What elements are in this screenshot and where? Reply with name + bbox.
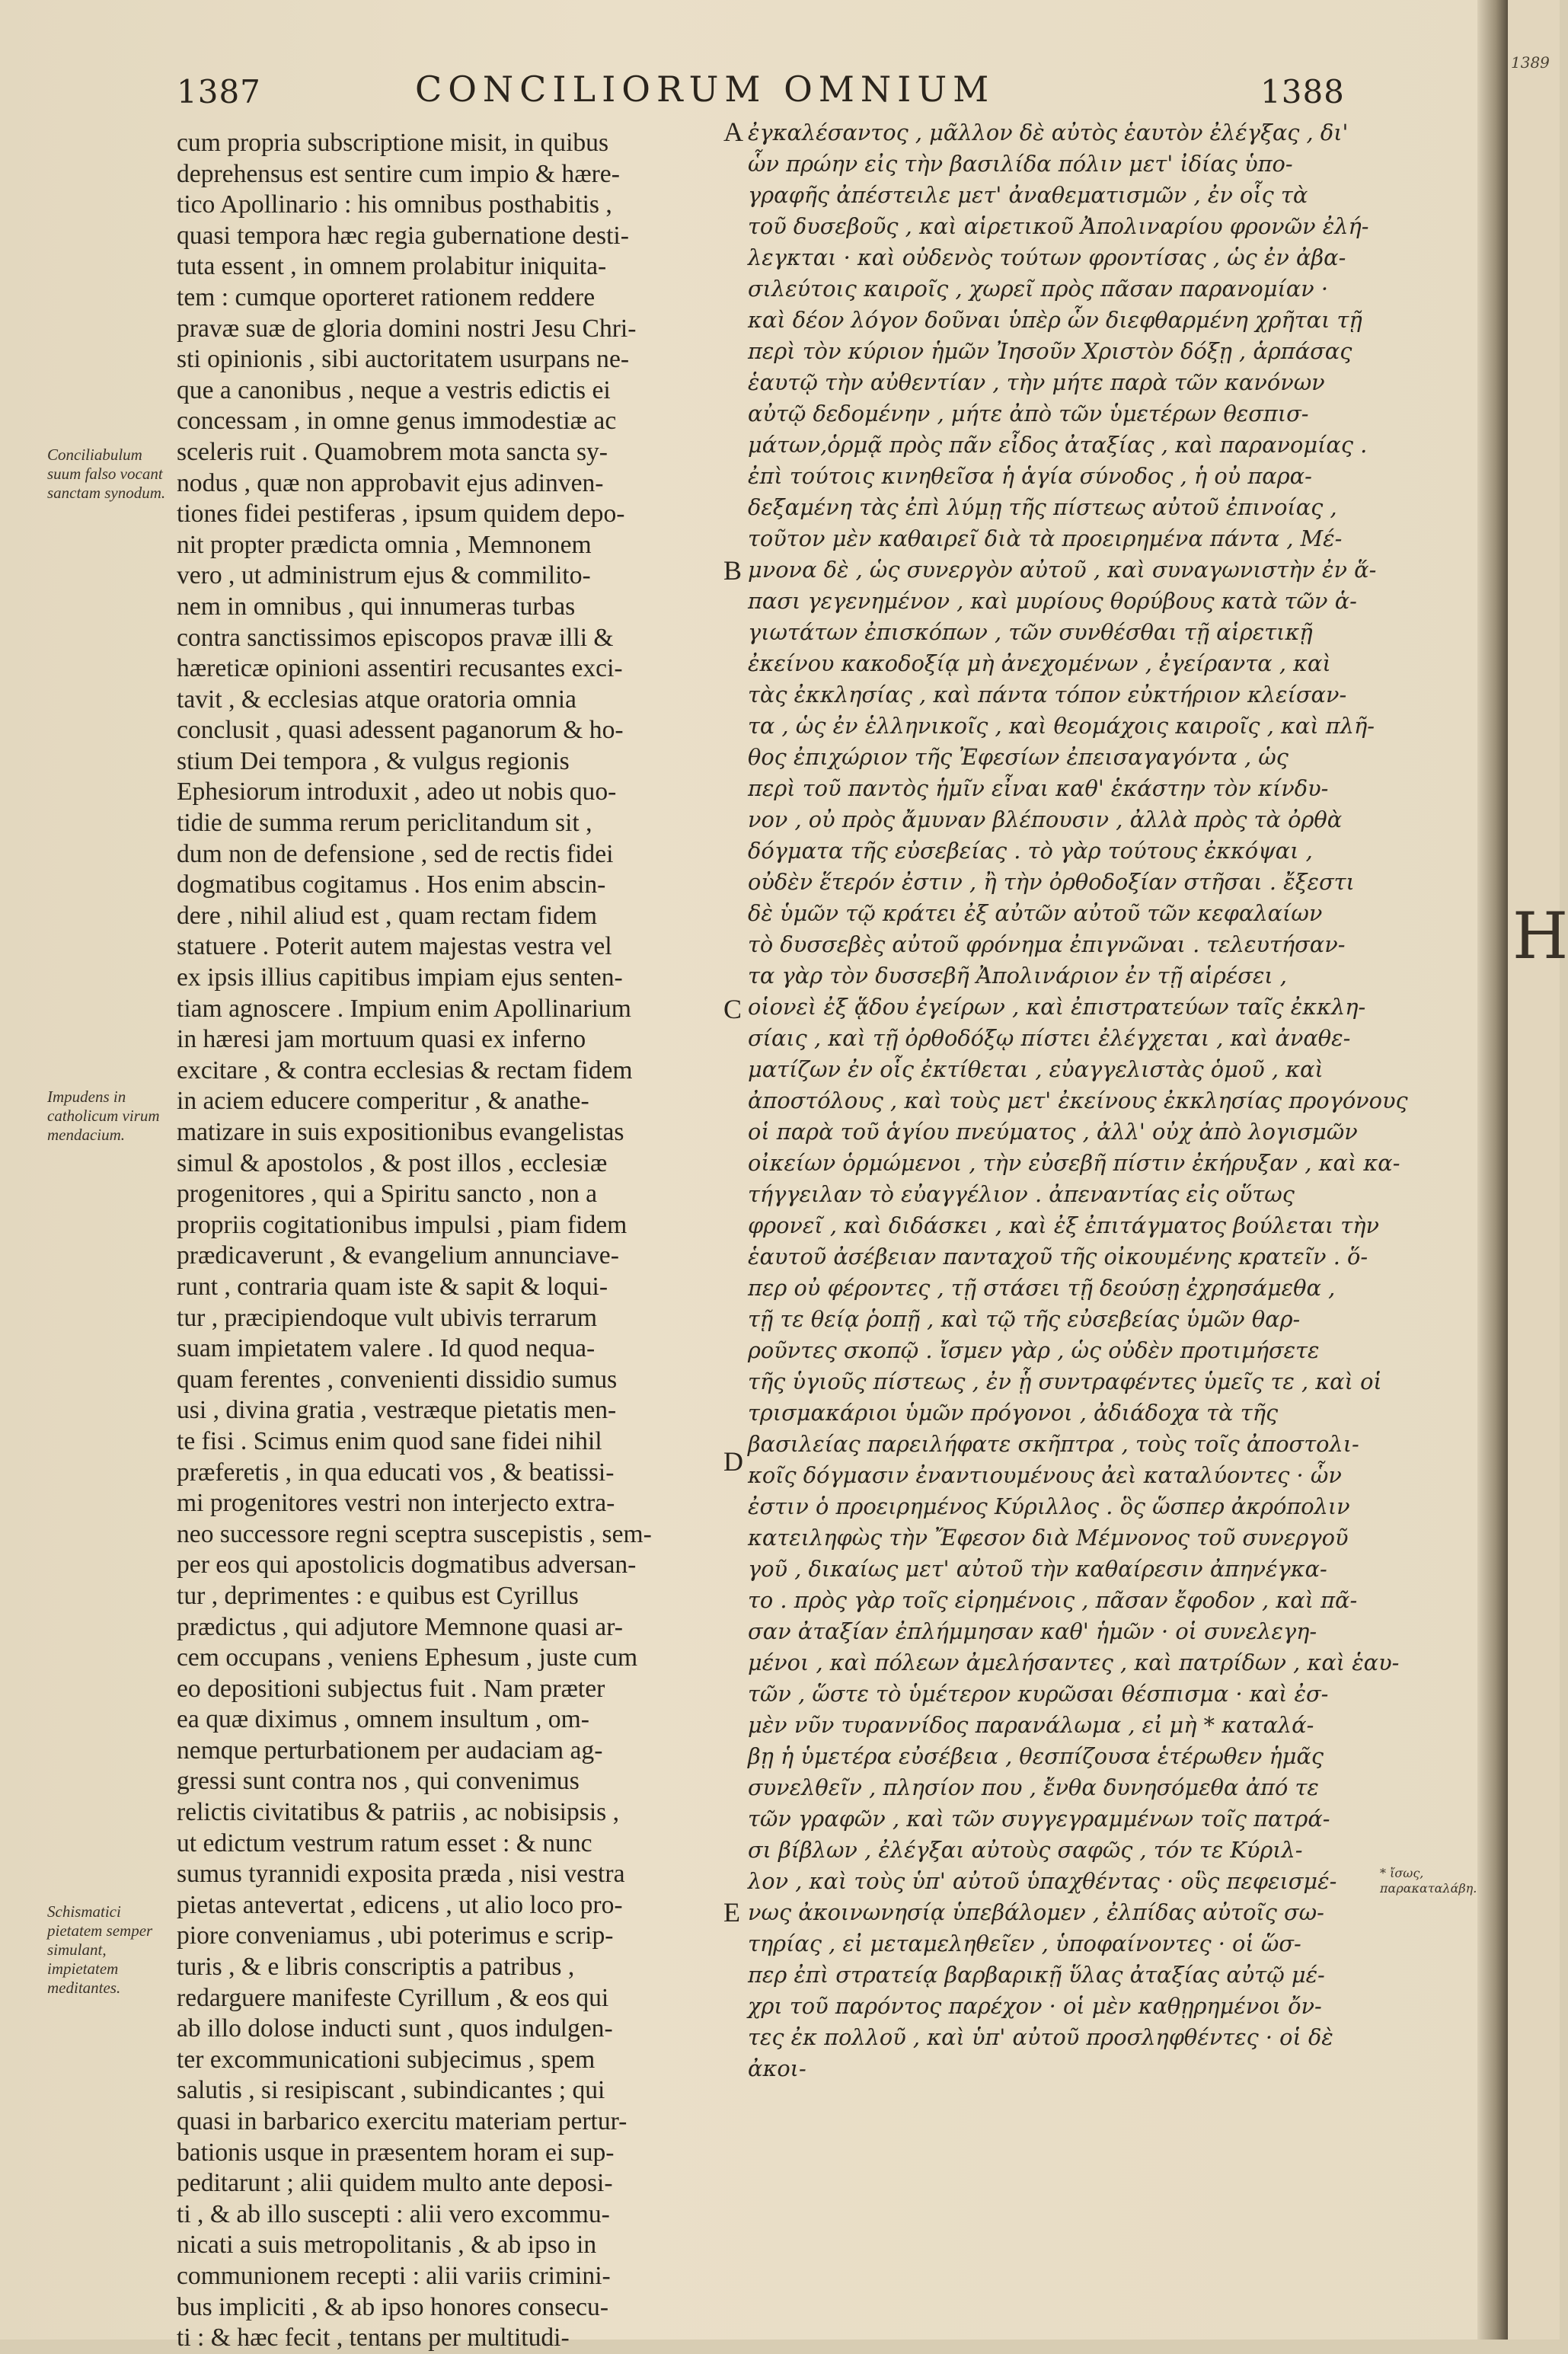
text-line: tuta essent , in omnem prolabitur iniquita- [177,252,607,281]
text-line: φρονεῖ , καὶ διδάσκει , καὶ ἐξ ἐπιτάγματος βούλεται τὴν [748,1212,1379,1238]
text-line: communionem recepti : alii variis crimini- [177,2261,611,2290]
text-line: bus impliciti , & ab ipso honores consecu- [177,2292,609,2321]
text-line: nit propter prædicta omnia , Memnonem [177,530,592,559]
text-line: γοῦ , δικαίως μετ' αὐτοῦ τὴν καθαίρεσιν ἀπηνέγκα- [748,1556,1327,1582]
text-line: νον , οὐ πρὸς ἄμυναν βλέπουσιν , ἀλλὰ πρὸς τὰ ὀρθὰ [748,806,1343,832]
text-line: redarguere manifeste Cyrillum , & eos qui [177,1983,609,2012]
text-line: nicati a suis metropolitanis , & ab ipso in [177,2231,597,2260]
text-line: concessam , in omne genus immodestiæ ac [177,407,617,436]
text-line: ab illo dolose inducti sunt , quos indulgen- [177,2014,613,2043]
text-line: τῆς ὑγιοῦς πίστεως , ἐν ᾗ συντραφέντες ὑμεῖς τε , καὶ οἱ [748,1369,1382,1394]
text-line: cem occupans , veniens Ephesum , juste cum [177,1643,638,1672]
text-line: το . πρὸς γὰρ τοῖς εἰρημένοις , πᾶσαν ἔφοδον , καὶ πᾶ- [748,1587,1358,1613]
text-line: tiam agnoscere . Impium enim Apollinarium [177,994,631,1023]
text-line: ἑαυτῷ τὴν αὐθεντίαν , τὴν μήτε παρὰ τῶν κανόνων [748,369,1325,395]
text-line: ἀποστόλους , καὶ τοὺς μετ' ἐκείνους ἐκκλησίας προγόνους [748,1088,1408,1113]
text-line: propriis cogitationibus impulsi , piam fidem [177,1210,628,1239]
text-line: prædictus , qui adjutore Memnone quasi ar- [177,1612,623,1641]
section-mark-b: B [723,555,742,586]
text-line: μνονα δὲ , ὡς συνεργὸν αὐτοῦ , καὶ συναγωνιστὴν ἐν ἅ- [748,557,1377,583]
text-line: τες ἐκ πολλοῦ , καὶ ὑπ' αὐτοῦ προσληφθέντες · οἱ δὲ [748,2024,1333,2050]
text-line: quasi tempora hæc regia gubernatione desti- [177,221,629,250]
text-line: τοῦ δυσεβοῦς , καὶ αἱρετικοῦ Ἀπολιναρίου φρονῶν ἐλή- [748,213,1369,239]
text-line: ti : & hæc fecit , tentans per multitudi- [177,2324,570,2352]
text-line: σαν ἀταξίαν ἐπλήμμησαν καθ' ἡμῶν · οἱ συνελεγη- [748,1618,1317,1644]
facing-page-initial: H [1512,899,1568,973]
text-line: matizare in suis expositionibus evangelistas [177,1118,624,1146]
margin-note-schismatici: Schismatici pietatem semper simulant, impietatem meditantes. [47,1902,153,1997]
text-line: tiones fidei pestiferas , ipsum quidem depo- [177,500,625,529]
text-line: nodus , quæ non approbavit ejus adinven- [177,468,604,497]
text-line: dogmatibus cogitamus . Hos enim abscin- [177,870,606,899]
text-line: piore conveniamus , ubi poterimus e scrip- [177,1921,614,1950]
text-line: τοῦτον μὲν καθαιρεῖ διὰ τὰ προειρημένα πάντα , Μέ- [748,525,1343,551]
text-line: tavit , & ecclesias atque oratoria omnia [177,685,576,714]
text-line: χρι τοῦ παρόντος παρέχον · οἱ μὲν καθῃρημένοι ὄν- [748,1993,1322,2019]
text-line: τῇ τε θείᾳ ῥοπῇ , καὶ τῷ τῆς εὐσεβείας ὑμῶν θαρ- [748,1306,1301,1332]
text-line: δὲ ὑμῶν τῷ κράτει ἐξ αὐτῶν αὐτοῦ τῶν κεφαλαίων [748,900,1323,926]
section-mark-d: D [723,1446,743,1477]
text-line: quasi in barbarico exercitu materiam pertur- [177,2107,628,2135]
text-line: πασι γεγενημένον , καὶ μυρίους θορύβους κατὰ τῶν ἁ- [748,588,1357,614]
text-line: dum non de defensione , sed de rectis fidei [177,839,614,868]
text-line: tur , deprimentes : e quibus est Cyrillus [177,1581,579,1610]
text-line: nem in omnibus , qui innumeras turbas [177,592,576,621]
section-mark-e: E [723,1897,740,1928]
text-line: progenitores , qui a Spiritu sancto , non a [177,1180,598,1209]
text-line: tem : cumque oporteret rationem reddere [177,283,596,311]
text-line: μένοι , καὶ πόλεων ἀμελήσαντες , καὶ πατρίδων , καὶ ἑαυ- [748,1650,1400,1675]
running-title: CONCILIORUM OMNIUM [415,69,995,110]
text-line: contra sanctissimos episcopos pravæ illi & [177,623,614,652]
text-line: ti , & ab illo suscepti : alii vero excommu- [177,2199,610,2228]
text-line: peditarunt ; alii quidem multo ante deposi- [177,2169,613,2198]
text-line: neo successore regni sceptra suscepistis , sem- [177,1519,652,1548]
text-line: nemque perturbationem per audaciam ag- [177,1736,603,1765]
text-line: ter excommunicationi subjecimus , spem [177,2045,596,2074]
text-line: sceleris ruit . Quamobrem mota sancta sy- [177,437,608,466]
text-line: hæreticæ opinioni assentiri recusantes exci- [177,654,623,683]
text-line: οἱονεὶ ἐξ ᾅδου ἐγείρων , καὶ ἐπιστρατεύων ταῖς ἐκκλη- [748,994,1366,1020]
text-line: bationis usque in præsentem horam ei sup- [177,2138,615,2167]
text-line: ἐγκαλέσαντος , μᾶλλον δὲ αὐτὸς ἑαυτὸν ἐλέγξας , δι' [748,120,1349,145]
text-line: ροῦντες σκοπῷ . ἴσμεν γὰρ , ὡς οὐδὲν προτιμήσετε [748,1337,1320,1363]
text-line: eo depositioni subjectus fuit . Nam præter [177,1674,605,1703]
text-line: quam ferentes , convenienti dissidio sumus [177,1365,618,1394]
text-line: in hæresi jam mortuum quasi ex inferno [177,1025,586,1054]
text-line: stium Dei tempora , & vulgus regionis [177,746,570,775]
text-line: deprehensus est sentire cum impio & hære- [177,159,620,188]
text-line: τῶν γραφῶν , καὶ τῶν συγγεγραμμένων τοῖς πατρά- [748,1806,1330,1832]
text-line: cum propria subscriptione misit, in quibus [177,129,609,157]
text-line: te fisi . Scimus enim quod sane fidei nihil [177,1426,602,1455]
text-line: in aciem educere comperitur , & anathe- [177,1087,589,1116]
text-line: turis , & e libris conscriptis a patribus , [177,1953,575,1982]
text-line: μὲν νῦν τυραννίδος παρανάλωμα , εἰ μὴ * καταλά- [748,1712,1314,1738]
text-line: τὰς ἐκκλησίας , καὶ πάντα τόπον εὐκτήριον κλείσαν- [748,682,1347,707]
text-line: prædicaverunt , & evangelium annunciave- [177,1241,619,1270]
text-line: ἐκείνου κακοδοξίᾳ μὴ ἀνεχομένων , ἐγείραντα , καὶ [748,650,1331,676]
text-line: mi progenitores vestri non interjecto extra- [177,1489,615,1518]
text-line: per eos qui apostolicis dogmatibus adversan- [177,1551,637,1579]
text-line: γιωτάτων ἐπισκόπων , τῶν συνθέσθαι τῇ αἱρετικῇ [748,619,1313,645]
text-line: ἑαυτοῦ ἀσέβειαν πανταχοῦ τῆς οἰκουμένης κρατεῖν . ὅ- [748,1244,1368,1270]
page-number-left: 1387 [177,73,261,110]
text-line: τηρίας , εἰ μεταμεληθεῖεν , ὑποφαίνοντες · οἱ ὥσ- [748,1931,1301,1956]
text-line: κοῖς δόγμασιν ἐναντιουμένους ἀεὶ καταλύοντες · ὧν [748,1462,1342,1488]
text-line: δόγματα τῆς εὐσεβείας . τὸ γὰρ τούτους ἐκκόψαι , [748,838,1313,864]
facing-page-edge [1508,0,1568,2340]
text-line: αὐτῷ δεδομένην , μήτε ἀπὸ τῶν ὑμετέρων θεσπισ- [748,401,1309,426]
text-line: κατειληφὼς τὴν Ἔφεσον διὰ Μέμνονος τοῦ συνεργοῦ [748,1525,1349,1551]
facing-page-fragment: 1389 [1511,53,1550,72]
text-line: νως ἀκοινωνησίᾳ ὑπεβάλομεν , ἐλπίδας αὐτοῖς σω- [748,1899,1324,1925]
text-line: τὸ δυσσεβὲς αὐτοῦ φρόνημα ἐπιγνῶναι . τελευτήσαν- [748,931,1346,957]
latin-text-column [177,128,725,2354]
text-line: λον , καὶ τοὺς ὑπ' αὐτοῦ ὑπαχθέντας · οὓς πεφεισμέ- [748,1868,1337,1894]
text-line: καὶ δέον λόγον δοῦναι ὑπὲρ ὧν διεφθαρμένη χρῆται τῇ [748,307,1362,333]
text-line: συνελθεῖν , πλησίον που , ἔνθα δυνησόμεθα ἀπό τε [748,1774,1319,1800]
text-line: σιλεύτοις καιροῖς , χωρεῖ πρὸς πᾶσαν παρανομίαν · [748,276,1328,302]
text-line: excitare , & contra ecclesias & rectam fidem [177,1056,633,1084]
text-line: βασιλείας παρειλήφατε σκῆπτρα , τοὺς τοῖς ἀποστολι- [748,1431,1359,1457]
section-mark-a: A [723,117,743,147]
text-line: περ οὐ φέροντες , τῇ στάσει τῇ δεούσῃ ἐχρησάμεθα , [748,1275,1336,1301]
text-line: ἐπὶ τούτοις κινηθεῖσα ἡ ἁγία σύνοδος , ἡ οὐ παρα- [748,463,1312,489]
text-line: præferetis , in qua educati vos , & beatissi- [177,1458,615,1487]
text-line: pietas antevertat , edicens , ut alio loco pro- [177,1890,623,1919]
margin-note-impudens: Impudens in catholicum virum mendacium. [47,1088,160,1144]
text-line: Ephesiorum introduxit , adeo ut nobis quo- [177,778,617,806]
text-line: ut edictum vestrum ratum esset : & nunc [177,1829,592,1857]
text-line: relictis civitatibus & patriis , ac nobisipsis , [177,1798,620,1827]
text-line: sti opinionis , sibi auctoritatem usurpans ne- [177,345,630,374]
text-line: suam impietatem valere . Id quod nequa- [177,1334,596,1363]
text-line: οἱ παρὰ τοῦ ἁγίου πνεύματος , ἀλλ' οὐχ ἀπὸ λογισμῶν [748,1119,1358,1145]
text-line: τρισμακάριοι ὑμῶν πρόγονοι , ἀδιάδοχα τὰ τῆς [748,1400,1279,1426]
text-line: simul & apostolos , & post illos , ecclesiæ [177,1148,608,1177]
text-line: tur , præcipiendoque vult ubivis terrarum [177,1303,598,1332]
text-line: ex ipsis illius capitibus impiam ejus senten- [177,963,623,992]
margin-note-conciliabulum: Conciliabulum suum falso vocant sanctam synodum. [47,446,166,502]
text-line: vero , ut administrum ejus & commilito- [177,561,591,590]
text-line: ea quæ diximus , omnem insultum , om- [177,1705,589,1734]
text-line: ἀκοι- [748,2055,806,2081]
text-line: pravæ suæ de gloria domini nostri Jesu Chri- [177,314,637,343]
text-line: ἐστιν ὁ προειρημένος Κύριλλος . ὃς ὥσπερ ἀκρόπολιν [748,1493,1350,1519]
text-line: usi , divina gratia , vestræque pietatis men- [177,1396,617,1425]
text-line: gressi sunt contra nos , qui convenimus [177,1767,580,1796]
text-line: σίαις , καὶ τῇ ὀρθοδόξῳ πίστει ἐλέγχεται , καὶ ἀναθε- [748,1025,1351,1051]
text-line: τῶν , ὥστε τὸ ὑμέτερον κυρῶσαι θέσπισμα · καὶ ἐσ- [748,1681,1329,1707]
text-line: περὶ τοῦ παντὸς ἡμῖν εἶναι καθ' ἑκάστην τὸν κίνδυ- [748,775,1329,801]
section-mark-c: C [723,994,742,1024]
text-line: οἰκείων ὁρμώμενοι , τὴν εὐσεβῆ πίστιν ἐκήρυξαν , καὶ κα- [748,1150,1400,1176]
page-number-right: 1388 [1260,73,1345,110]
text-line: θος ἐπιχώριον τῆς Ἐφεσίων ἐπεισαγαγόντα , ὡς [748,744,1289,770]
text-line: ὧν πρώην εἰς τὴν βασιλίδα πόλιν μετ' ἰδίας ὑπο- [748,151,1293,177]
text-line: ματίζων ἐν οἷς ἐκτίθεται , εὐαγγελιστὰς ὁμοῦ , καὶ [748,1056,1324,1082]
text-line: runt , contraria quam iste & sapit & loqui- [177,1272,608,1301]
text-line: γραφῆς ἀπέστειλε μετ' ἀναθεματισμῶν , ἐν οἷς τὰ [748,182,1308,208]
text-line: περ ἐπὶ στρατείᾳ βαρβαρικῇ ὕλας ἀταξίας αὐτῷ μέ- [748,1962,1325,1988]
text-line: salutis , si resipiscant , subindicantes ; qui [177,2076,605,2105]
text-line: τα , ὡς ἐν ἑλληνικοῖς , καὶ θεομάχοις καιροῖς , καὶ πλῆ- [748,713,1375,739]
text-line: μάτων,ὁρμᾷ πρὸς πᾶν εἶδος ἀταξίας , καὶ παρανομίας . [748,432,1368,458]
text-line: tidie de summa rerum periclitandum sit , [177,809,592,838]
text-line: οὐδὲν ἕτερόν ἐστιν , ἢ τὴν ὀρθοδοξίαν στῆσαι . ἔξεστι [748,869,1355,895]
text-line: περὶ τὸν κύριον ἡμῶν Ἰησοῦν Χριστὸν δόξῃ , ἁρπάσας [748,338,1352,364]
text-line: δεξαμένη τὰς ἐπὶ λύμῃ τῆς πίστεως αὐτοῦ ἐπινοίας , [748,494,1337,520]
text-line: βῃ ἡ ὑμετέρα εὐσέβεια , θεσπίζουσα ἑτέρωθεν ἡμᾶς [748,1743,1324,1769]
margin-note-greek-variant: * ἴσως, παρακαταλάβη. [1380,1866,1477,1896]
text-line: τα γὰρ τὸν δυσσεβῆ Ἀπολινάριον ἐν τῇ αἱρέσει , [748,963,1287,989]
text-line: que a canonibus , neque a vestris edictis ei [177,375,611,404]
text-line: conclusit , quasi adessent paganorum & ho- [177,716,624,745]
text-line: tico Apollinario : his omnibus posthabitis , [177,190,612,219]
book-gutter [1477,0,1508,2340]
text-line: statuere . Poterit autem majestas vestra vel [177,932,612,961]
text-line: λεγκται · καὶ οὐδενὸς τούτων φροντίσας , ὡς ἐν ἀβα- [748,244,1346,270]
text-line: σι βίβλων , ἐλέγξαι αὐτοὺς σαφῶς , τόν τε Κύριλ- [748,1837,1303,1863]
greek-text-column [748,117,1408,2084]
text-line: sumus tyrannidi exposita præda , nisi vestra [177,1860,625,1889]
text-line: dere , nihil aliud est , quam rectam fidem [177,901,597,930]
text-line: τήγγειλαν τὸ εὐαγγέλιον . ἀπεναντίας εἰς οὕτως [748,1181,1295,1207]
